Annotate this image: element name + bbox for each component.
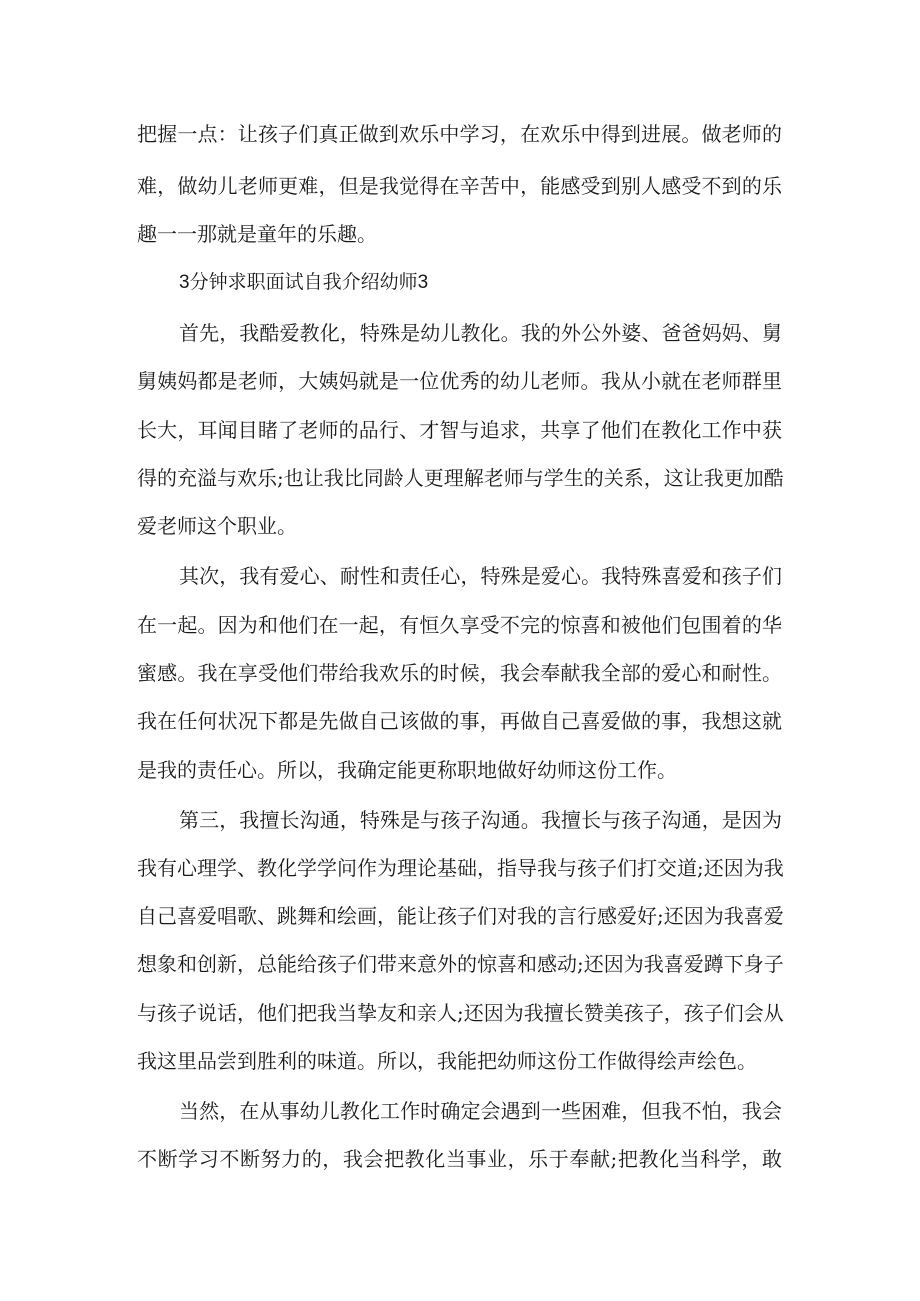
- text-line: 蜜感。我在享受他们带给我欢乐的时候，我会奉献我全部的爱心和耐性。: [137, 661, 782, 685]
- text-line: 在一起。因为和他们在一起，有恒久享受不完的惊喜和被他们包围着的华: [137, 613, 782, 637]
- text-line: 我有心理学、教化学学问作为理论基础，指导我与孩子们打交道;还因为我: [137, 856, 784, 880]
- text-line: 不断学习不断努力的，我会把教化当事业，乐于奉献;把教化当科学，敢: [137, 1147, 782, 1171]
- text-line: 得的充溢与欢乐;也让我比同龄人更理解老师与学生的关系，这让我更加酷: [137, 466, 784, 490]
- text-line: 自己喜爱唱歌、跳舞和绘画，能让孩子们对我的言行感爱好;还因为我喜爱: [137, 904, 784, 928]
- text-line: 是我的责任心。所以，我确定能更称职地做好幼师这份工作。: [137, 758, 677, 782]
- text-line: 难，做幼儿老师更难，但是我觉得在辛苦中，能感受到别人感受不到的乐: [137, 174, 782, 198]
- text-line: 其次，我有爱心、耐性和责任心，特殊是爱心。我特殊喜爱和孩子们: [179, 564, 782, 588]
- text-line: 爱老师这个职业。: [137, 514, 297, 538]
- text-line: 想象和创新，总能给孩子们带来意外的惊喜和感动;还因为我喜爱蹲下身子: [137, 952, 784, 976]
- text-line: 我这里品尝到胜利的味道。所以，我能把幼师这份工作做得绘声绘色。: [137, 1049, 757, 1073]
- text-line: 舅姨妈都是老师，大姨妈就是一位优秀的幼儿老师。我从小就在老师群里: [137, 369, 782, 393]
- text-line: 首先，我酷爱教化，特殊是幼儿教化。我的外公外婆、爸爸妈妈、舅: [179, 321, 782, 345]
- text-line: 与孩子说话，他们把我当挚友和亲人;还因为我擅长赞美孩子，孩子们会从: [137, 1001, 784, 1025]
- text-line: 把握一点：让孩子们真正做到欢乐中学习，在欢乐中得到进展。做老师的: [137, 122, 782, 146]
- section-heading: 3分钟求职面试自我介绍幼师3: [179, 272, 429, 293]
- text-line: 趣一一那就是童年的乐趣。: [137, 222, 377, 246]
- text-line: 我在任何状况下都是先做自己该做的事，再做自己喜爱做的事，我想这就: [137, 709, 782, 733]
- text-line: 当然，在从事幼儿教化工作时确定会遇到一些困难，但我不怕，我会: [179, 1099, 782, 1123]
- text-line: 长大，耳闻目睹了老师的品行、才智与追求，共享了他们在教化工作中获: [137, 418, 782, 442]
- text-line: 第三，我擅长沟通，特殊是与孩子沟通。我擅长与孩子沟通，是因为: [179, 808, 782, 832]
